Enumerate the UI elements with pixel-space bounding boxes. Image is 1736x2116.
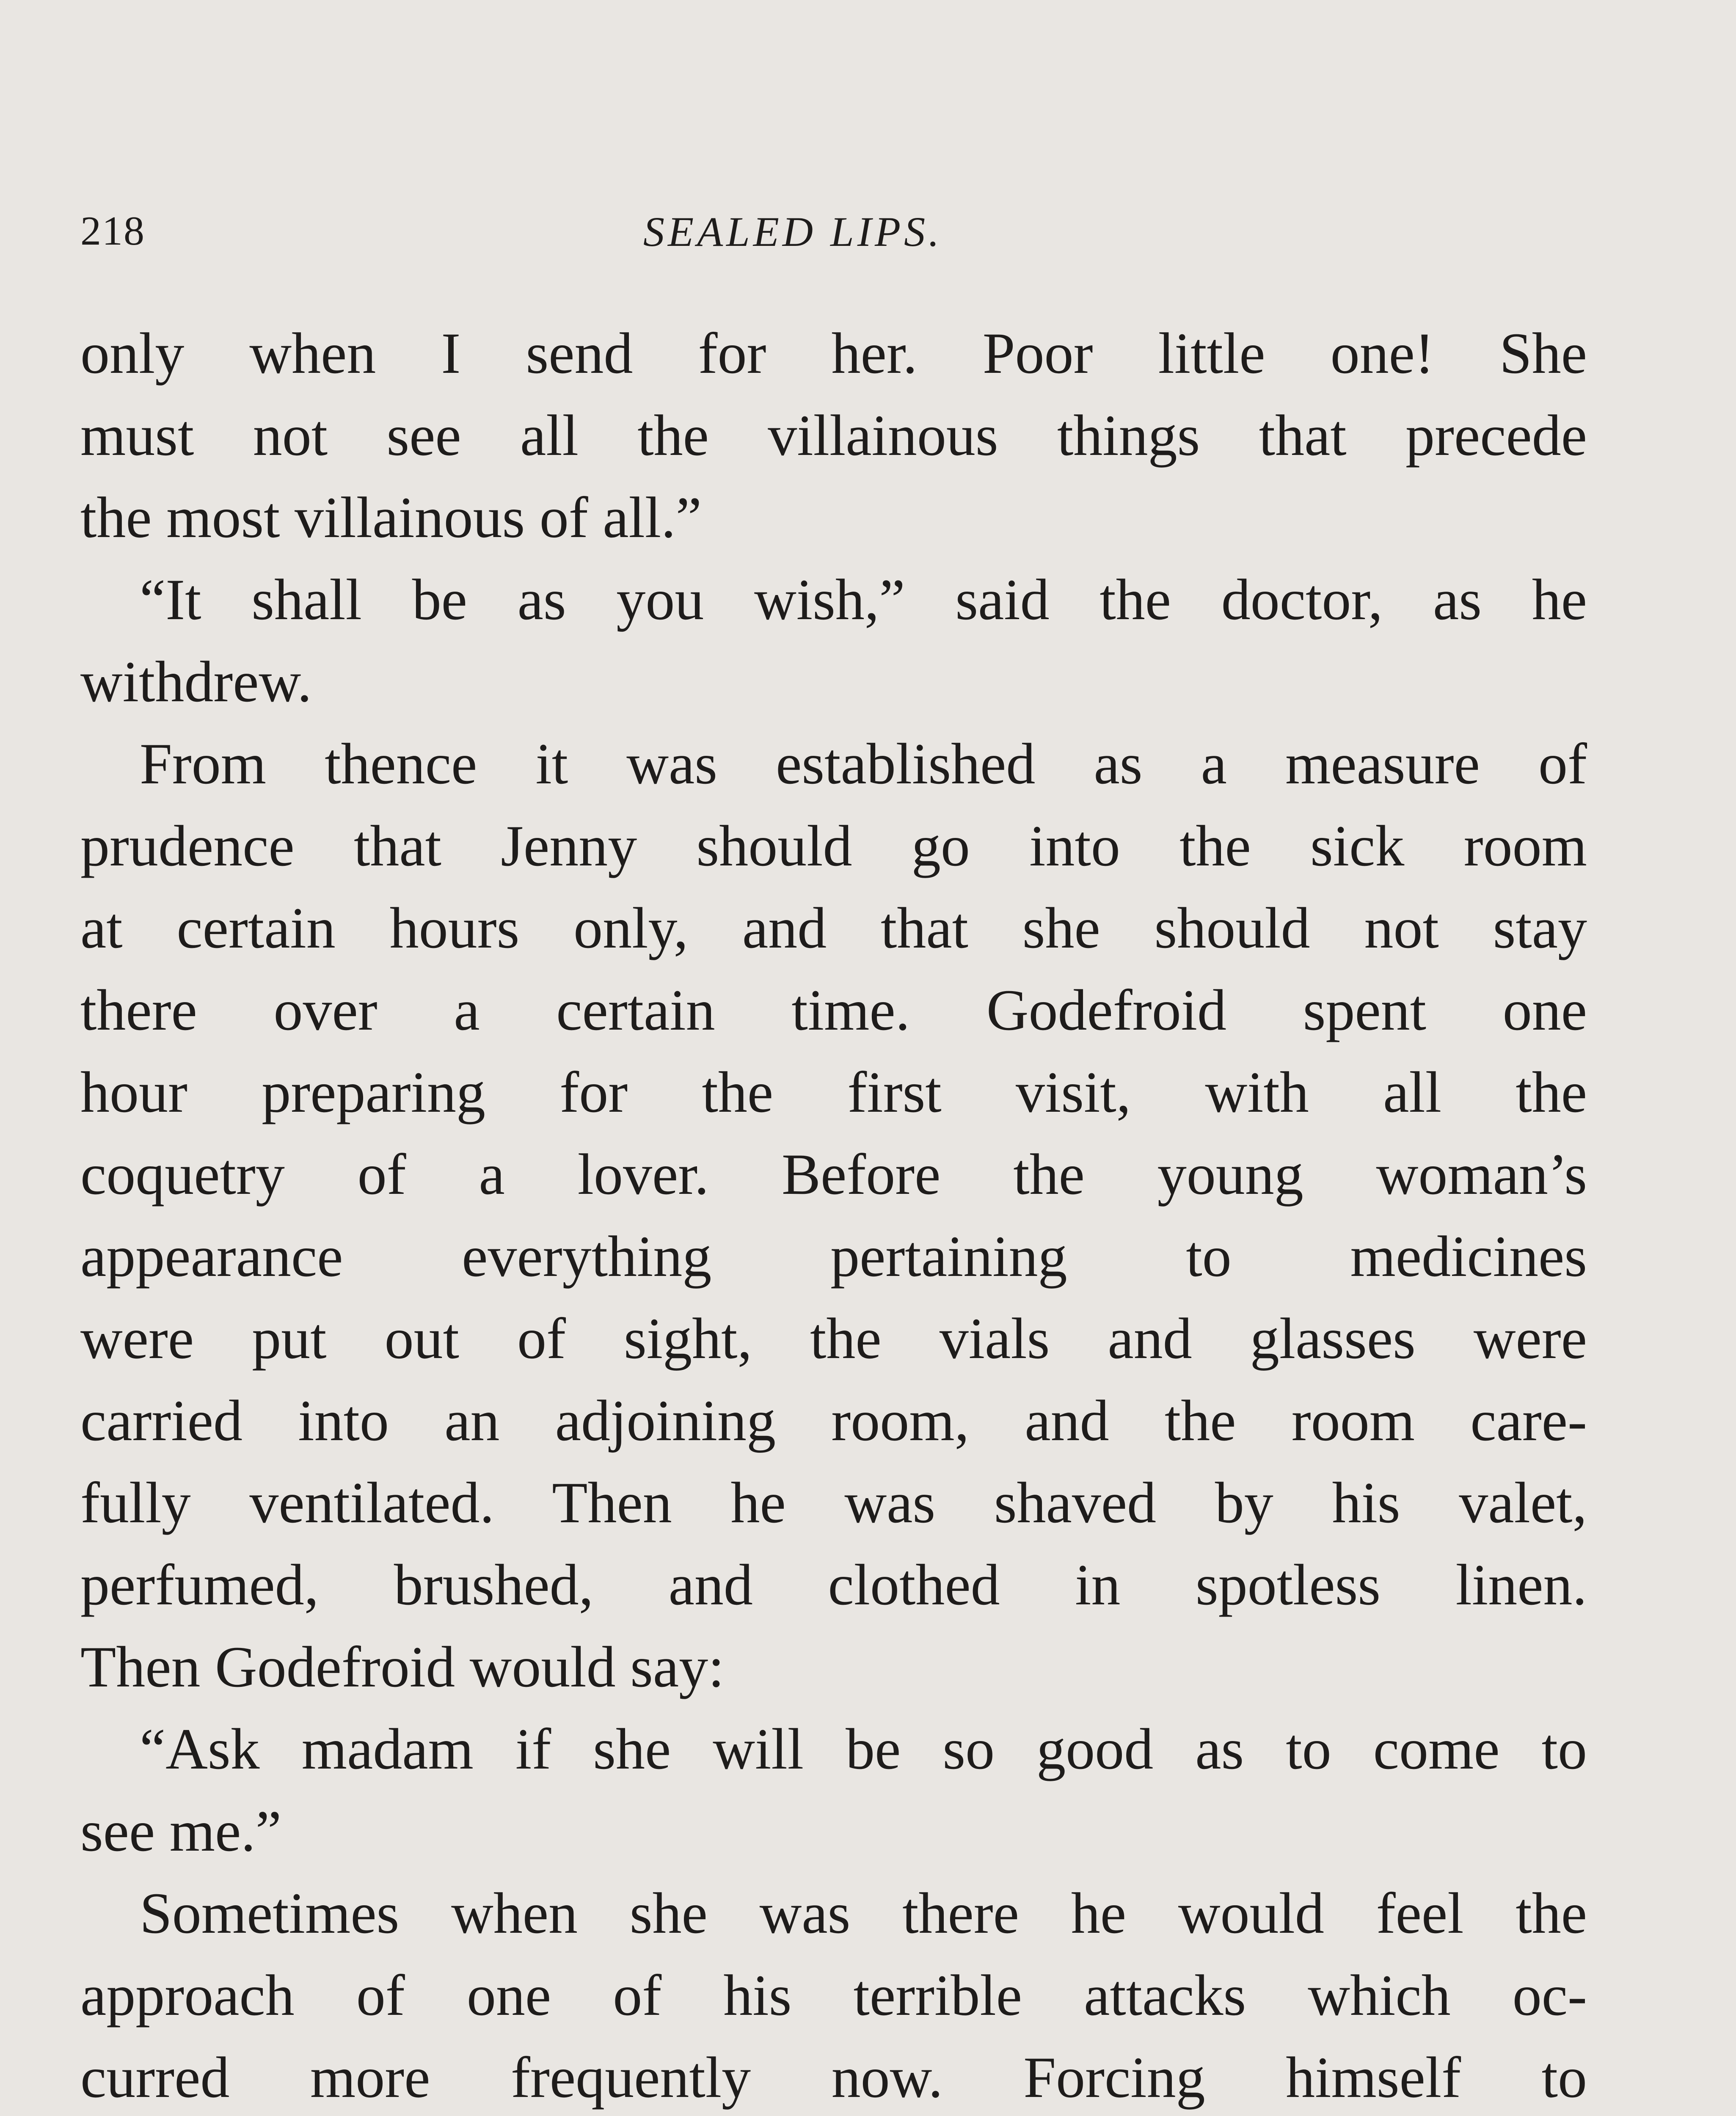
text-line: “Ask madam if she will be so good as to come to (140, 1717, 1587, 1781)
page-number: 218 (80, 208, 145, 254)
text-line: Sometimes when she was there he would feel the (140, 1882, 1587, 1945)
text-line: there over a certain time. Godefroid spent one (80, 978, 1587, 1042)
text-line: see me.” (80, 1799, 282, 1863)
text-line: From thence it was established as a measure of (140, 732, 1587, 796)
text-line: perfumed, brushed, and clothed in spotless linen. (80, 1553, 1587, 1617)
text-line: approach of one of his terrible attacks which oc- (80, 1964, 1587, 2028)
text-line: carried into an adjoining room, and the room care- (80, 1389, 1587, 1453)
running-title: SEALED LIPS. (643, 208, 943, 255)
text-line: “It shall be as you wish,” said the doctor, as he (140, 568, 1587, 632)
text-line: curred more frequently now. Forcing himself to (80, 2046, 1587, 2110)
body-text (80, 322, 1587, 2116)
text-line: appearance everything pertaining to medicines (80, 1225, 1587, 1289)
text-line: fully ventilated. Then he was shaved by his valet, (80, 1471, 1587, 1535)
text-line: withdrew. (80, 650, 312, 714)
text-line: hour preparing for the first visit, with all the (80, 1061, 1587, 1124)
text-line: only when I send for her. Poor little one! She (80, 322, 1587, 386)
text-line: at certain hours only, and that she should not stay (80, 896, 1587, 960)
page-header (80, 207, 1587, 262)
text-line: must not see all the villainous things that precede (80, 404, 1587, 468)
text-line: coquetry of a lover. Before the young woman’s (80, 1143, 1587, 1207)
text-line: were put out of sight, the vials and glasses were (80, 1307, 1587, 1371)
text-line: the most villainous of all.” (80, 486, 702, 550)
text-line: Then Godefroid would say: (80, 1635, 725, 1699)
text-line: prudence that Jenny should go into the sick room (80, 814, 1587, 878)
